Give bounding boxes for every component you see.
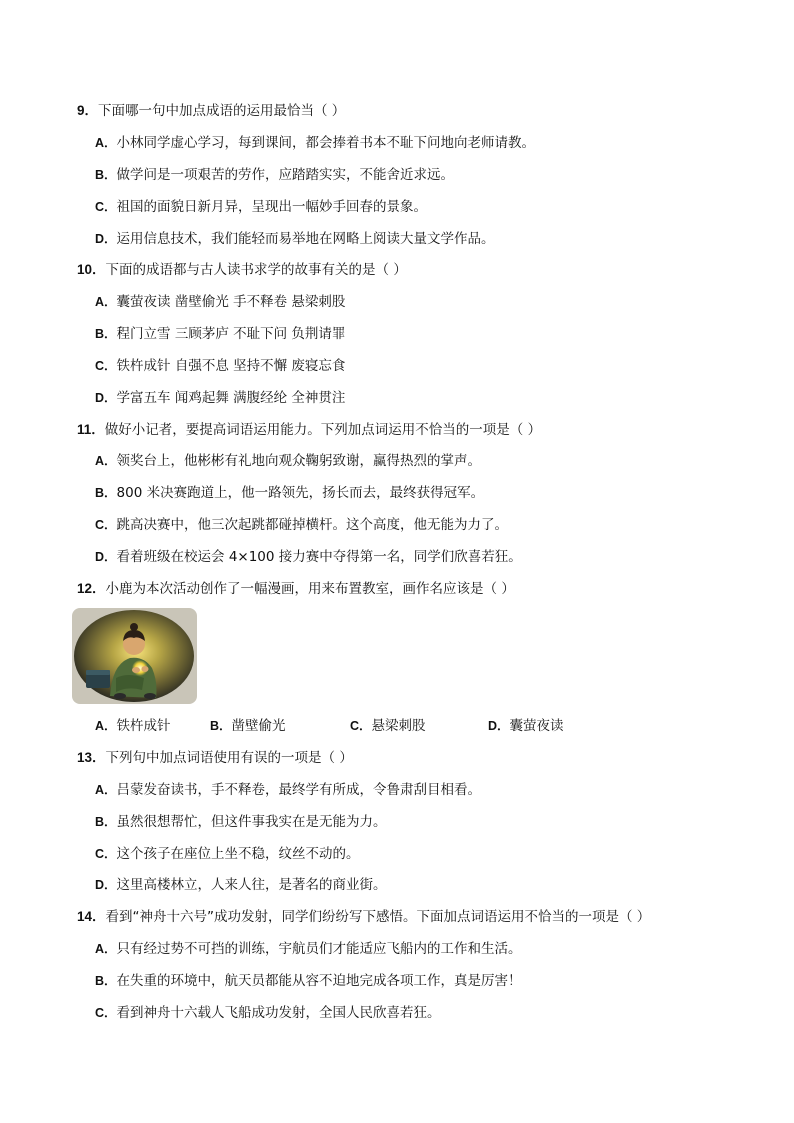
option-letter: A． <box>95 783 117 797</box>
option-10c[interactable] <box>95 356 345 376</box>
option-letter: B． <box>95 486 117 500</box>
option-text: 铁杵成针 自强不息 坚持不懈 废寝忘食 <box>116 358 346 374</box>
option-letter: C． <box>95 518 117 532</box>
option-13c[interactable] <box>95 844 360 864</box>
option-text: 只有经过势不可挡的训练，宇航员们才能适应飞船内的工作和生活。 <box>116 941 522 957</box>
question-number: 10． <box>77 262 106 277</box>
option-9c[interactable] <box>95 197 427 217</box>
question-9 <box>77 101 345 121</box>
option-letter: C． <box>95 847 117 861</box>
option-letter: B． <box>210 719 232 733</box>
option-text: 跳高决赛中，他三次起跳都碰掉横杆。这个高度，他无能为力了。 <box>116 517 509 533</box>
option-9d[interactable] <box>95 229 495 249</box>
reading-by-firefly-light-image <box>72 608 197 704</box>
option-11b[interactable] <box>95 483 484 503</box>
option-14c[interactable] <box>95 1003 441 1023</box>
option-text: 运用信息技术，我们能轻而易举地在网略上阅读大量文学作品。 <box>116 231 495 247</box>
question-number: 12． <box>77 581 106 596</box>
option-11a[interactable] <box>95 451 481 471</box>
question-stem: 下面哪一句中加点成语的运用最恰当（ ） <box>98 103 346 119</box>
option-text: 小林同学虚心学习，每到课间，都会捧着书本不耻下问地向老师请教。 <box>116 135 536 151</box>
question-number: 13． <box>77 750 106 765</box>
option-text: 看到神舟十六载人飞船成功发射，全国人民欣喜若狂。 <box>116 1005 441 1021</box>
option-12a[interactable] <box>95 716 171 736</box>
question-stem: 下面的成语都与古人读书求学的故事有关的是（ ） <box>105 262 407 278</box>
option-13a[interactable] <box>95 780 481 800</box>
option-10d[interactable] <box>95 388 345 408</box>
option-12c[interactable] <box>350 716 426 736</box>
question-stem: 下列句中加点词语使用有误的一项是（ ） <box>105 750 353 766</box>
option-text: 悬梁刺股 <box>371 718 426 734</box>
option-text: 这里高楼林立，人来人往，是著名的商业街。 <box>116 877 387 893</box>
option-letter: A． <box>95 295 117 309</box>
question-12 <box>77 579 515 599</box>
option-letter: A． <box>95 136 117 150</box>
option-text: 学富五车 闻鸡起舞 满腹经纶 全神贯注 <box>116 390 346 406</box>
question-14 <box>77 907 650 927</box>
option-11c[interactable] <box>95 515 508 535</box>
option-text: 这个孩子在座位上坐不稳，纹丝不动的。 <box>116 846 360 862</box>
option-text: 凿壁偷光 <box>231 718 286 734</box>
option-9b[interactable] <box>95 165 454 185</box>
option-text: 做学问是一项艰苦的劳作，应踏踏实实，不能舍近求远。 <box>116 167 455 183</box>
option-10a[interactable] <box>95 292 345 312</box>
option-letter: D． <box>95 550 117 564</box>
option-letter: A． <box>95 719 117 733</box>
question-number: 11． <box>77 422 105 437</box>
question-stem: 看到“神舟十六号”成功发射，同学们纷纷写下感悟。下面加点词语运用不恰当的一项是（ ） <box>105 909 651 925</box>
question-stem: 做好小记者，要提高词语运用能力。下列加点词运用不恰当的一项是（ ） <box>104 422 542 438</box>
option-letter: A． <box>95 942 117 956</box>
option-text: 程门立雪 三顾茅庐 不耻下问 负荆请罪 <box>116 326 346 342</box>
option-text: 囊萤夜读 <box>509 718 564 734</box>
question-number: 9． <box>77 103 99 118</box>
option-12d[interactable] <box>488 716 564 736</box>
question-13 <box>77 748 353 768</box>
option-13b[interactable] <box>95 812 387 832</box>
option-13d[interactable] <box>95 875 387 895</box>
option-text: 领奖台上，他彬彬有礼地向观众鞠躬致谢，赢得热烈的掌声。 <box>116 453 482 469</box>
option-text: 800 米决赛跑道上，他一路领先，扬长而去，最终获得冠军。 <box>116 485 485 501</box>
option-letter: B． <box>95 815 117 829</box>
option-letter: C． <box>95 200 117 214</box>
option-letter: C． <box>350 719 372 733</box>
option-text: 祖国的面貌日新月异，呈现出一幅妙手回春的景象。 <box>116 199 428 215</box>
option-letter: B． <box>95 168 117 182</box>
option-letter: A． <box>95 454 117 468</box>
option-letter: C． <box>95 359 117 373</box>
option-text: 虽然很想帮忙，但这件事我实在是无能为力。 <box>116 814 387 830</box>
option-text: 铁杵成针 <box>116 718 171 734</box>
option-text: 看着班级在校运会 4×100 接力赛中夺得第一名，同学们欣喜若狂。 <box>116 549 522 565</box>
option-text: 囊萤夜读 凿壁偷光 手不释卷 悬梁刺股 <box>116 294 346 310</box>
option-letter: B． <box>95 327 117 341</box>
option-letter: D． <box>95 232 117 246</box>
option-11d[interactable] <box>95 547 522 567</box>
option-9a[interactable] <box>95 133 535 153</box>
option-letter: D． <box>488 719 510 733</box>
option-text: 吕蒙发奋读书，手不释卷，最终学有所成，令鲁肃刮目相看。 <box>116 782 482 798</box>
question-11 <box>77 420 541 440</box>
option-12b[interactable] <box>210 716 286 736</box>
option-14a[interactable] <box>95 939 522 959</box>
question-number: 14． <box>77 909 106 924</box>
option-letter: B． <box>95 974 117 988</box>
cartoon-illustration <box>72 608 197 704</box>
option-10b[interactable] <box>95 324 345 344</box>
question-stem: 小鹿为本次活动创作了一幅漫画，用来布置教室，画作名应该是（ ） <box>105 581 515 597</box>
option-text: 在失重的环境中，航天员都能从容不迫地完成各项工作，真是厉害！ <box>116 973 522 989</box>
option-14b[interactable] <box>95 971 522 991</box>
question-10 <box>77 260 407 280</box>
option-letter: D． <box>95 391 117 405</box>
option-letter: D． <box>95 878 117 892</box>
option-letter: C． <box>95 1006 117 1020</box>
